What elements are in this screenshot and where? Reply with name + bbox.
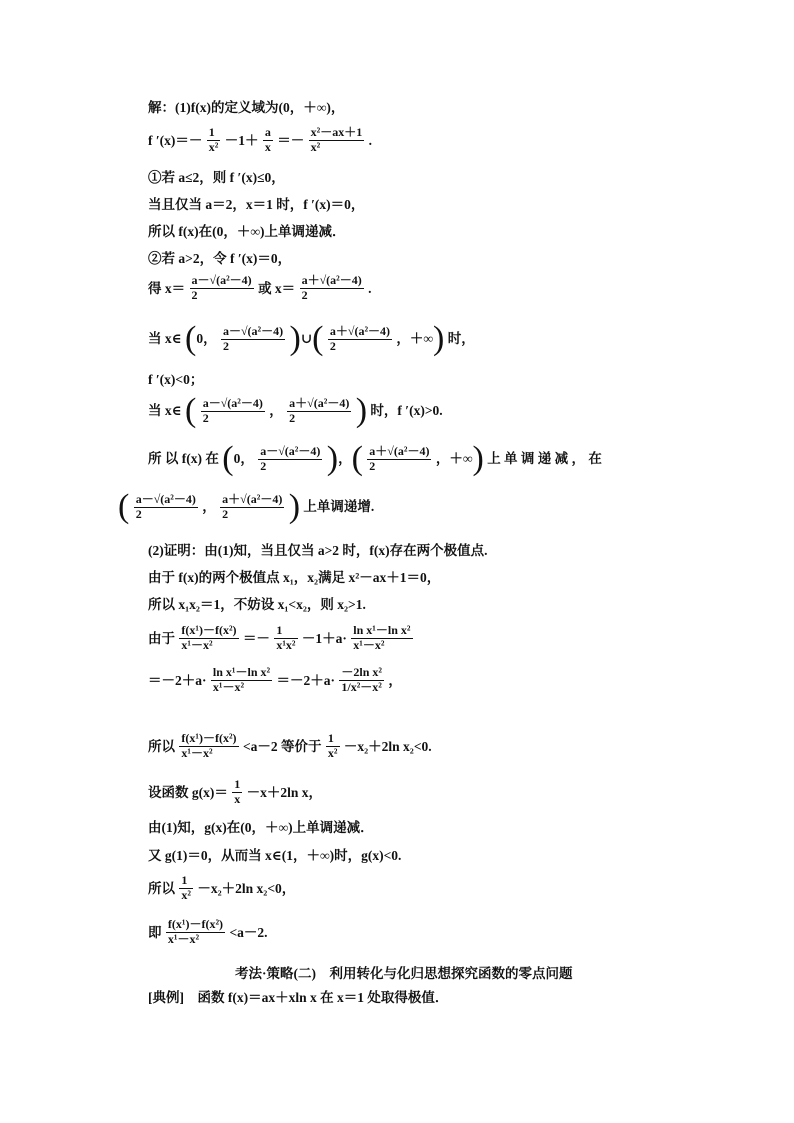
fraction: $\frac{1}{x}$ xyxy=(234,777,241,806)
g-negative: 又 g(1)＝0，从而当 x∈(1，＋∞)时，g(x)<0. xyxy=(148,848,402,864)
fraction: $\frac{\text{ln x¹－ln x²}}{\text{x¹－x²}}$ xyxy=(353,623,411,652)
fraction: $\frac{\text{a－√(a²－4)}}{2}$ xyxy=(191,273,252,302)
extreme-points: 由于 f(x)的两个极值点 x₁，x₂满足 x²－ax＋1＝0， xyxy=(148,570,441,586)
difference-quotient: 由于 $\frac{\text{f(x¹)－f(x²)}}{\text{x¹－x²}}$ ＝－ $\frac{1}{\text{x¹x²}}$ －1＋a· $\frac{\text{ln x¹－ln x²}}{\text{x¹－x²}}$ xyxy=(148,623,411,652)
solution-intro: 解：(1)f(x)的定义域为(0，＋∞)， xyxy=(148,100,345,116)
fraction: $\frac{a}{x}$ xyxy=(264,125,271,154)
fraction: $\frac{\text{a－√(a²－4)}}{2}$ xyxy=(202,395,263,425)
fraction: $\frac{\text{a－√(a²－4)}}{2}$ xyxy=(222,323,284,353)
interval-decreasing: 当 x∈ (0， $\frac{\text{a－√(a²－4)}}{2}$ )∪( $\frac{\text{a＋√(a²－4)}}{2}$ ，＋∞) 时， xyxy=(148,320,475,357)
derivative-line: f ′(x)＝－ $\frac{1}{\text{x²}}$ －1＋ $\frac{a}{x}$ ＝－ $\frac{\text{x²－ax＋1}}{\text{x²}}$ . xyxy=(148,125,373,154)
fraction: $\frac{\text{f(x¹)－f(x²)}}{\text{x¹－x²}}$ xyxy=(181,731,237,760)
roots-line: 得 x＝ $\frac{\text{a－√(a²－4)}}{2}$ 或 x＝ $\frac{\text{a＋√(a²－4)}}{2}$ . xyxy=(148,273,372,302)
equality-case: 当且仅当 a＝2，x＝1 时，f ′(x)＝0， xyxy=(148,197,365,213)
fraction: $\frac{1}{\text{x²}}$ xyxy=(327,731,338,760)
g-decreasing: 由(1)知，g(x)在(0，＋∞)上单调递减． xyxy=(148,820,374,836)
case-2: ②若 a>2，令 f ′(x)＝0， xyxy=(148,251,292,267)
fraction: $\frac{\text{a＋√(a²－4)}}{2}$ xyxy=(329,323,391,353)
case-1: ①若 a≤2，则 f ′(x)≤0， xyxy=(148,170,285,186)
fraction: $\frac{1}{\text{x²}}$ xyxy=(181,873,191,902)
simplification: ＝－2＋a· $\frac{\text{ln x¹－ln x²}}{\text{x¹－x²}}$ ＝－2＋a· $\frac{\text{－2ln x²}}{\text{1/x²－x²}}$ ， xyxy=(148,665,402,694)
fraction: $\frac{\text{f(x¹)－f(x²)}}{\text{x¹－x²}}$ xyxy=(167,917,224,946)
proof-start: (2)证明：由(1)知，当且仅当 a>2 时，f(x)存在两个极值点. xyxy=(148,543,488,559)
fraction: $\frac{\text{ln x¹－ln x²}}{\text{x¹－x²}}$ xyxy=(212,665,271,694)
conclusion-decreasing: 所 以 f(x) 在 (0， $\frac{\text{a－√(a²－4)}}{2}$ )，( $\frac{\text{a＋√(a²－4)}}{2}$ ，＋∞) 上 单 调 递 减 ， 在 xyxy=(148,440,602,477)
fraction: $\frac{\text{a＋√(a²－4)}}{2}$ xyxy=(369,443,430,473)
fraction: $\frac{1}{\text{x²}}$ xyxy=(208,125,219,154)
example-problem: [典例] 函数 f(x)＝ax＋xln x 在 x＝1 处取得极值． xyxy=(148,990,449,1006)
derivative-negative: f ′(x)<0； xyxy=(148,372,204,388)
fraction: $\frac{\text{x²－ax＋1}}{\text{x²}}$ xyxy=(310,125,363,154)
equivalence: 所以 $\frac{\text{f(x¹)－f(x²)}}{\text{x¹－x²}}$ <a－2 等价于 $\frac{1}{\text{x²}}$ －x₂＋2ln x₂<0. xyxy=(148,731,432,760)
interval-increasing: 当 x∈ ( $\frac{\text{a－√(a²－4)}}{2}$ ， $\frac{\text{a＋√(a²－4)}}{2}$ ) 时，f ′(x)>0. xyxy=(148,392,443,429)
fraction: $\frac{\text{a＋√(a²－4)}}{2}$ xyxy=(222,491,283,521)
fraction: $\frac{\text{f(x¹)－f(x²)}}{\text{x¹－x²}}$ xyxy=(181,623,237,652)
fraction: $\frac{1}{\text{x¹x²}}$ xyxy=(276,623,296,652)
product-condition: 所以 x₁x₂＝1，不妨设 x₁<x₂，则 x₂>1. xyxy=(148,597,366,613)
conclusion-increasing: ( $\frac{\text{a－√(a²－4)}}{2}$ ， $\frac{\text{a＋√(a²－4)}}{2}$ ) 上单调递增. xyxy=(118,488,375,525)
final-result: 即 $\frac{\text{f(x¹)－f(x²)}}{\text{x¹－x²}}$ <a－2. xyxy=(148,917,268,946)
fraction: $\frac{\text{a－√(a²－4)}}{2}$ xyxy=(260,443,321,473)
monotone-decreasing: 所以 f(x)在(0，＋∞)上单调递减． xyxy=(148,224,346,240)
section-heading: 考法·策略(二) 利用转化与化归思想探究函数的零点问题 xyxy=(235,966,573,981)
therefore: 所以 $\frac{1}{\text{x²}}$ －x₂＋2ln x₂<0， xyxy=(148,873,296,902)
fraction: $\frac{\text{a－√(a²－4)}}{2}$ xyxy=(135,491,196,521)
fraction: $\frac{\text{a＋√(a²－4)}}{2}$ xyxy=(289,395,350,425)
fraction: $\frac{\text{a＋√(a²－4)}}{2}$ xyxy=(301,273,362,302)
fraction: $\frac{\text{－2ln x²}}{\text{1/x²－x²}}$ xyxy=(341,665,382,694)
define-g: 设函数 g(x)＝ $\frac{1}{x}$ －x＋2ln x， xyxy=(148,777,323,806)
